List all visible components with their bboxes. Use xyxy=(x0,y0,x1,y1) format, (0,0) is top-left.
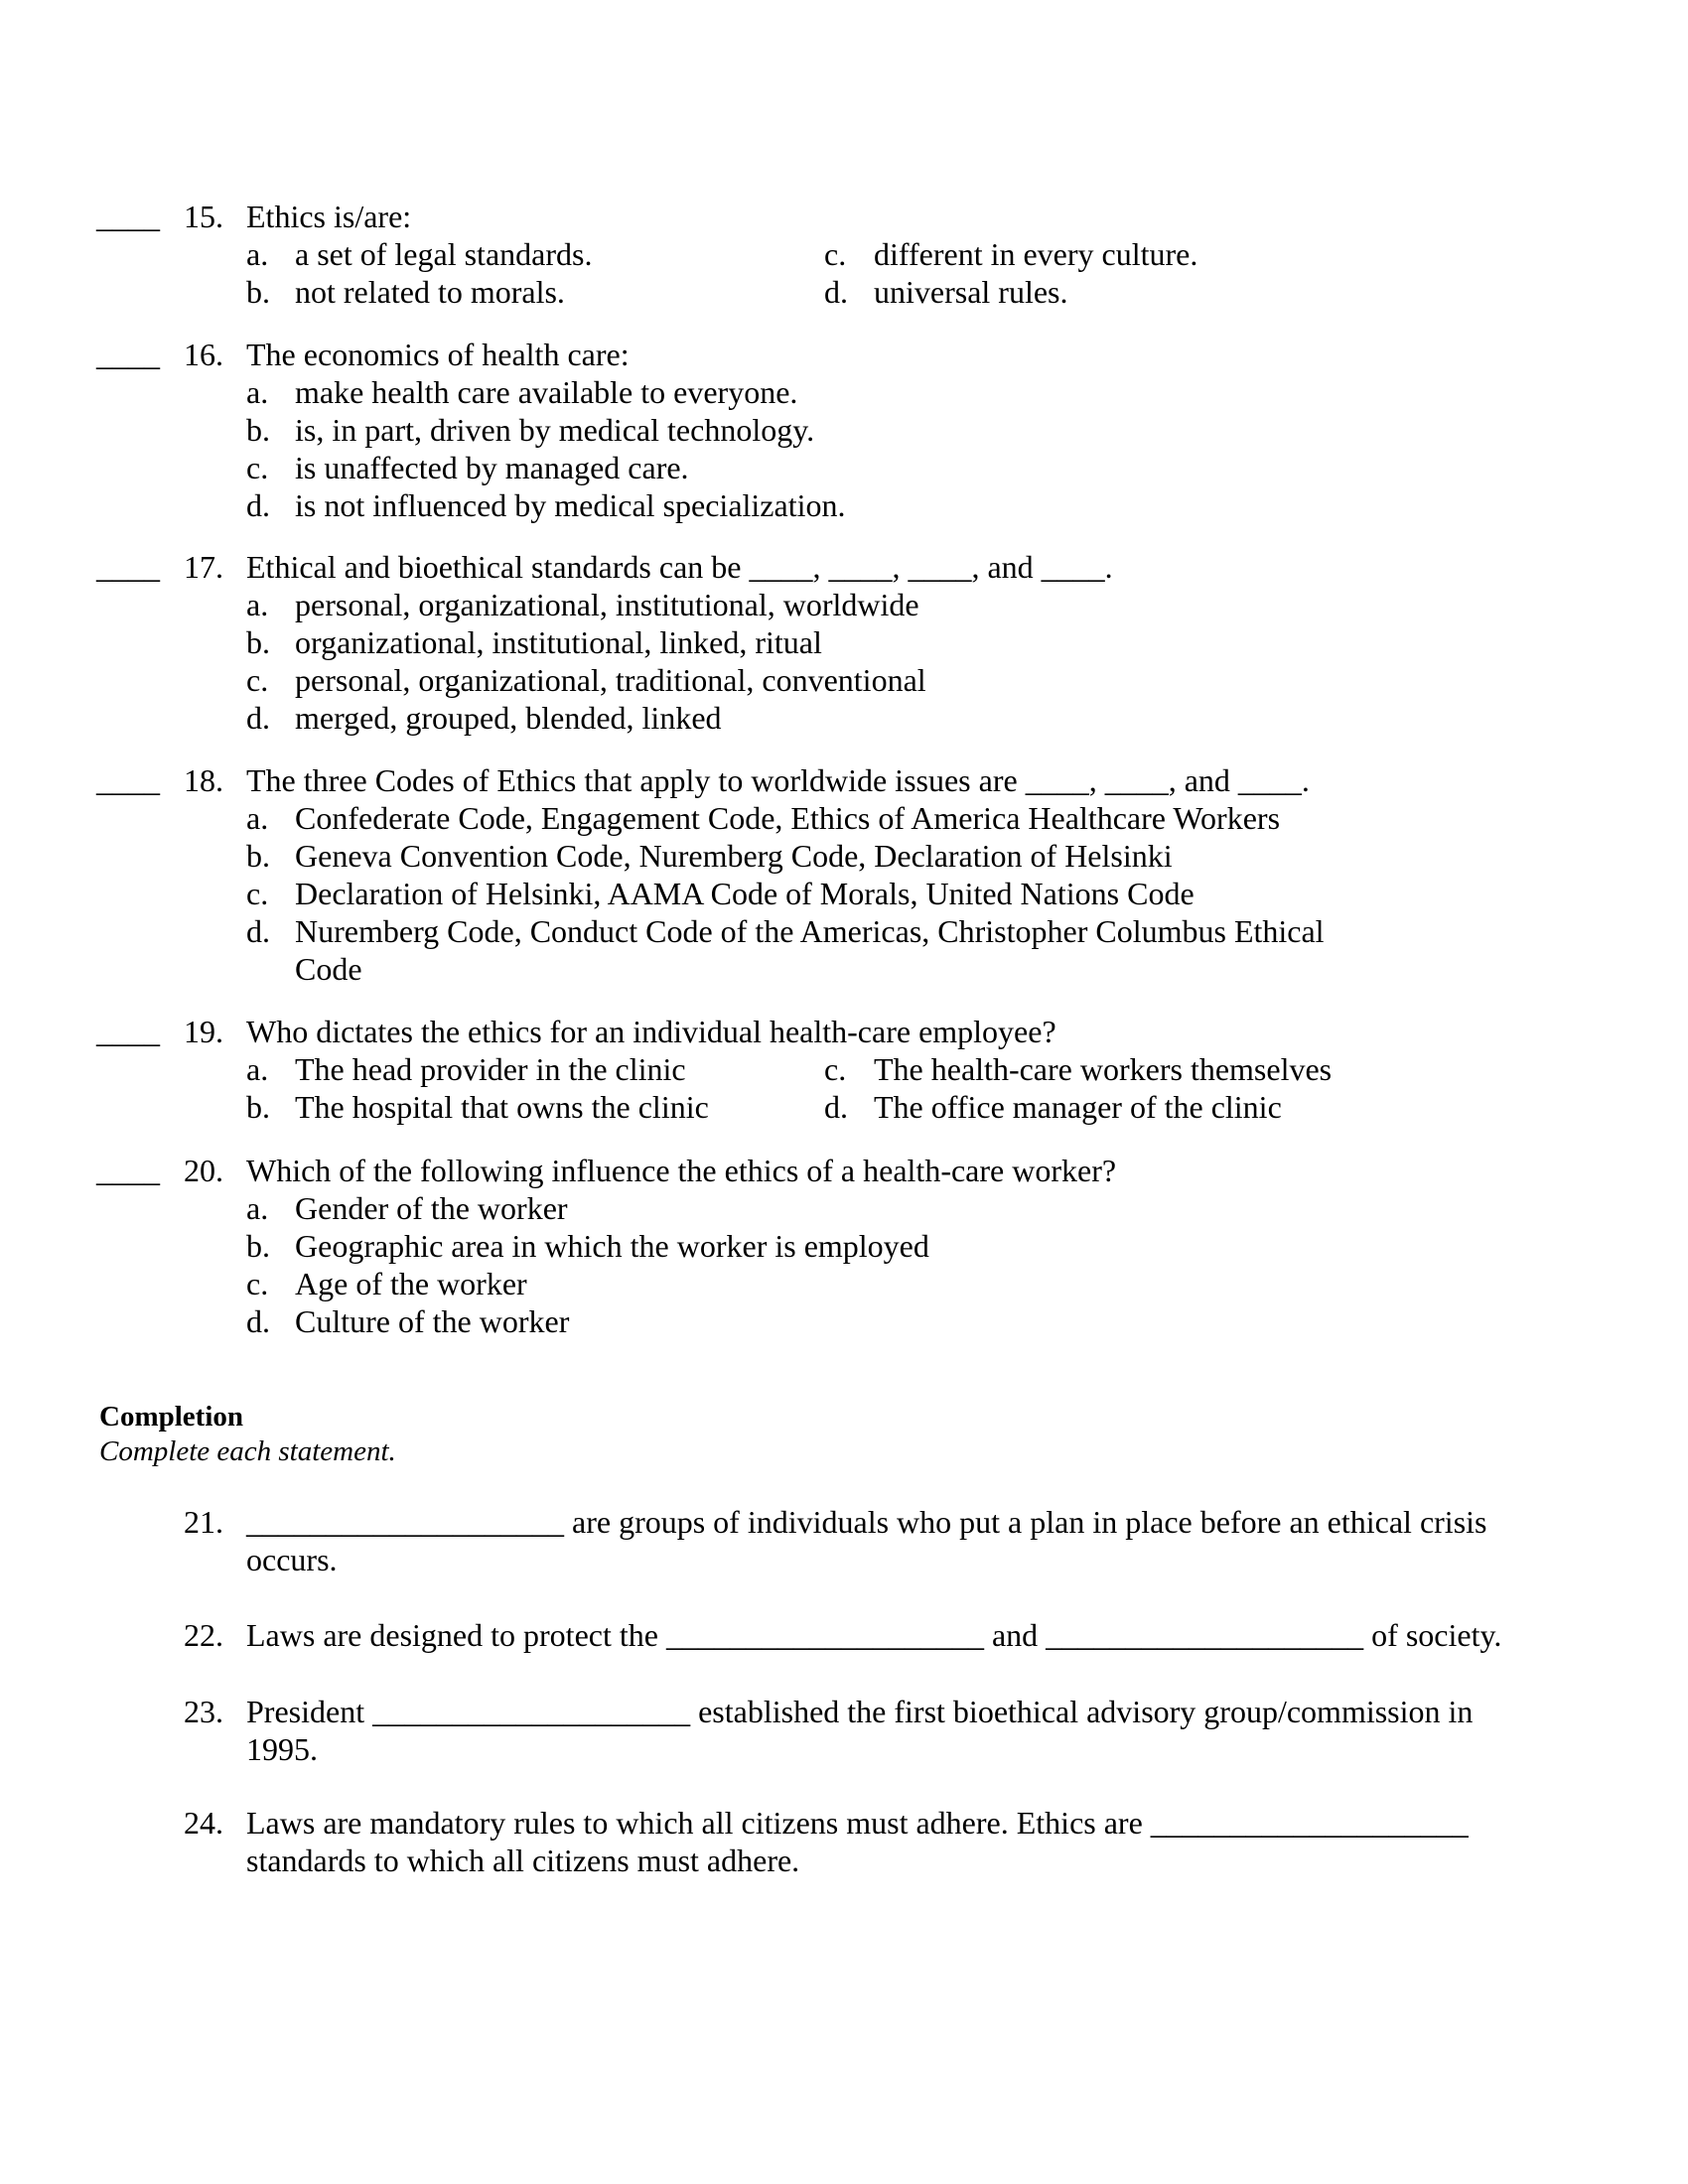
option-text: a set of legal standards. xyxy=(295,236,593,272)
question-number: 17. xyxy=(184,549,223,585)
option-text: not related to morals. xyxy=(295,274,565,310)
statement-text: occurs. xyxy=(246,1542,338,1577)
question-stem: Who dictates the ethics for an individual health-care employee? xyxy=(246,1014,1056,1049)
question-stem: The economics of health care: xyxy=(246,337,630,372)
question-16 xyxy=(0,336,1688,524)
option-text: is, in part, driven by medical technology. xyxy=(295,412,815,448)
option-text: The hospital that owns the clinic xyxy=(295,1089,709,1125)
option-text-continuation: Code xyxy=(295,951,362,987)
option-letter: c. xyxy=(824,236,847,272)
option-letter: c. xyxy=(246,662,269,698)
option-letter: b. xyxy=(246,274,270,310)
option-text: Gender of the worker xyxy=(295,1190,568,1226)
option-letter: a. xyxy=(246,800,269,836)
option-text: make health care available to everyone. xyxy=(295,374,798,410)
option-text: is not influenced by medical specialization. xyxy=(295,487,846,523)
option-text: personal, organizational, traditional, conventional xyxy=(295,662,926,698)
option-letter: b. xyxy=(246,1228,270,1264)
option-letter: a. xyxy=(246,1190,269,1226)
answer-blank: ____ xyxy=(96,1014,160,1049)
question-number: 16. xyxy=(184,337,223,372)
question-stem: Which of the following influence the ethics of a health-care worker? xyxy=(246,1153,1117,1188)
answer-blank: ____ xyxy=(96,549,160,585)
option-letter: a. xyxy=(246,587,269,622)
statement-text: 1995. xyxy=(246,1731,318,1767)
option-text: Geographic area in which the worker is employed xyxy=(295,1228,929,1264)
option-text: different in every culture. xyxy=(874,236,1198,272)
option-letter: d. xyxy=(246,1303,270,1339)
option-letter: c. xyxy=(246,1266,269,1301)
statement-text: President ____________________ established the first bioethical advisory group/commission in xyxy=(246,1694,1474,1729)
option-text: The office manager of the clinic xyxy=(874,1089,1282,1125)
statement-text: ____________________ are groups of individuals who put a plan in place before an ethical crisis xyxy=(246,1504,1487,1540)
option-letter: c. xyxy=(824,1051,847,1087)
question-number: 20. xyxy=(184,1153,223,1188)
option-text: The head provider in the clinic xyxy=(295,1051,686,1087)
option-letter: a. xyxy=(246,1051,269,1087)
option-text: Age of the worker xyxy=(295,1266,527,1301)
option-text: Declaration of Helsinki, AAMA Code of Morals, United Nations Code xyxy=(295,876,1195,911)
option-text: organizational, institutional, linked, ritual xyxy=(295,624,822,660)
option-letter: b. xyxy=(246,624,270,660)
option-text: The health-care workers themselves xyxy=(874,1051,1333,1087)
option-letter: a. xyxy=(246,236,269,272)
option-text: personal, organizational, institutional, worldwide xyxy=(295,587,919,622)
question-number: 22. xyxy=(184,1617,223,1653)
option-text: is unaffected by managed care. xyxy=(295,450,689,485)
option-letter: d. xyxy=(246,913,270,949)
option-letter: c. xyxy=(246,450,269,485)
option-letter: d. xyxy=(246,487,270,523)
section-title: Completion xyxy=(99,1401,243,1433)
option-text: Confederate Code, Engagement Code, Ethics of America Healthcare Workers xyxy=(295,800,1281,836)
statement-text: Laws are mandatory rules to which all citizens must adhere. Ethics are ____________________ xyxy=(246,1805,1469,1841)
answer-blank: ____ xyxy=(96,337,160,372)
question-stem: Ethical and bioethical standards can be ____, ____, ____, and ____. xyxy=(246,549,1113,585)
question-number: 15. xyxy=(184,199,223,234)
option-text: Geneva Convention Code, Nuremberg Code, Declaration of Helsinki xyxy=(295,838,1173,874)
question-number: 24. xyxy=(184,1805,223,1841)
question-stem: The three Codes of Ethics that apply to worldwide issues are ____, ____, and ____. xyxy=(246,762,1310,798)
option-letter: b. xyxy=(246,412,270,448)
question-15 xyxy=(0,198,1688,311)
option-text: Culture of the worker xyxy=(295,1303,570,1339)
completion-item-22 xyxy=(0,1616,1688,1654)
statement-text: Laws are designed to protect the ____________________ and ____________________ of society. xyxy=(246,1617,1502,1653)
option-text: universal rules. xyxy=(874,274,1068,310)
question-17 xyxy=(0,548,1688,737)
question-18 xyxy=(0,761,1688,988)
question-20 xyxy=(0,1152,1688,1340)
option-letter: c. xyxy=(246,876,269,911)
question-number: 18. xyxy=(184,762,223,798)
section-instruction: Complete each statement. xyxy=(99,1435,396,1467)
option-letter: d. xyxy=(824,1089,848,1125)
option-letter: b. xyxy=(246,838,270,874)
answer-blank: ____ xyxy=(96,762,160,798)
question-stem: Ethics is/are: xyxy=(246,199,412,234)
statement-text: standards to which all citizens must adhere. xyxy=(246,1843,800,1878)
question-number: 19. xyxy=(184,1014,223,1049)
question-number: 23. xyxy=(184,1694,223,1729)
completion-item-24 xyxy=(0,1804,1688,1879)
option-letter: d. xyxy=(824,274,848,310)
option-text: Nuremberg Code, Conduct Code of the Americas, Christopher Columbus Ethical xyxy=(295,913,1325,949)
option-letter: d. xyxy=(246,700,270,736)
option-text: merged, grouped, blended, linked xyxy=(295,700,722,736)
answer-blank: ____ xyxy=(96,199,160,234)
option-letter: a. xyxy=(246,374,269,410)
option-letter: b. xyxy=(246,1089,270,1125)
completion-item-21 xyxy=(0,1503,1688,1578)
answer-blank: ____ xyxy=(96,1153,160,1188)
question-19 xyxy=(0,1013,1688,1126)
question-number: 21. xyxy=(184,1504,223,1540)
completion-item-23 xyxy=(0,1693,1688,1768)
